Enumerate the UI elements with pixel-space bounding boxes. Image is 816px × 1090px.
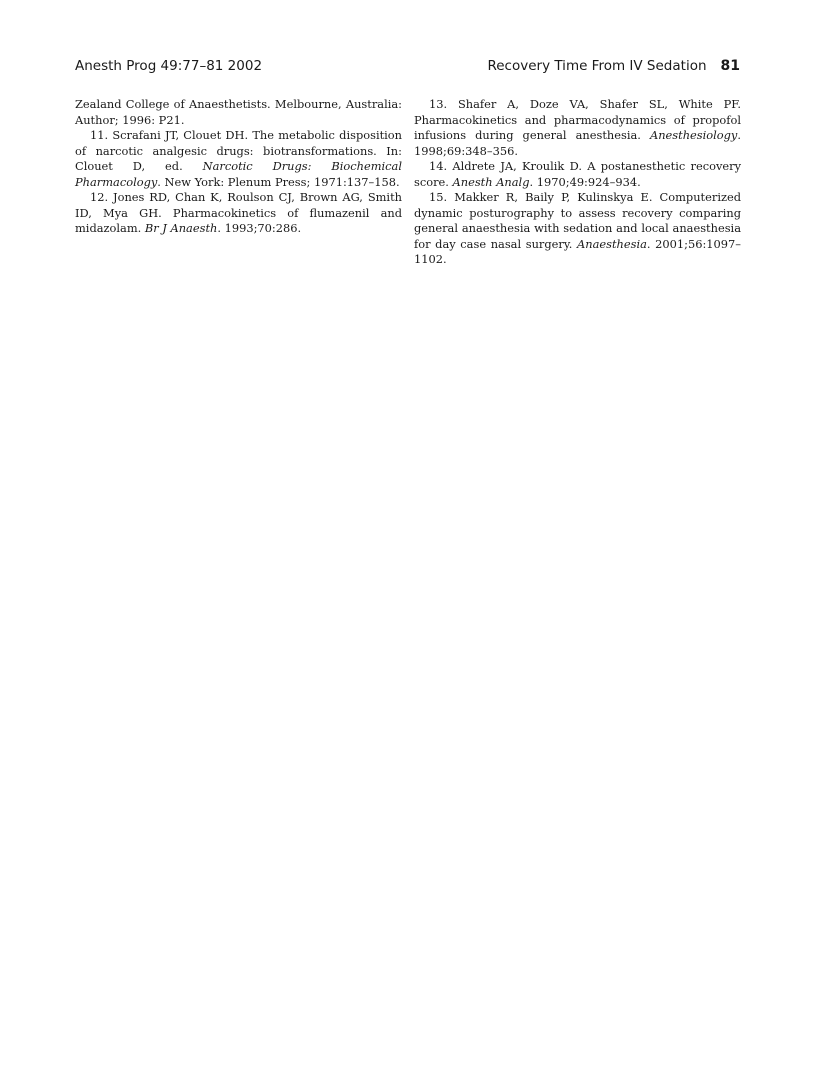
running-header bbox=[487, 58, 740, 74]
running-title: Recovery Time From IV Sedation bbox=[487, 58, 707, 74]
page-number: 81 bbox=[720, 58, 740, 74]
reference-13: 13. Shafer A, Doze VA, Shafer SL, White PF. Pharmacokinetics and pharmacodynamics of propofol infusions during general anesthesia. Anesthesiology. 1998;69:348–356. bbox=[414, 97, 741, 158]
reference-15: 15. Makker R, Baily P, Kulinskya E. Computerized dynamic posturography to assess recovery comparing general anaesthesia with sedation and local anaesthesia for day case nasal surgery. Anaesthesia. 2001;56:1097–1102. bbox=[414, 190, 741, 266]
reference-14: 14. Aldrete JA, Kroulik D. A postanesthetic recovery score. Anesth Analg. 1970;49:924–934. bbox=[414, 159, 741, 189]
references-left-column bbox=[75, 97, 402, 237]
journal-citation-header: Anesth Prog 49:77–81 2002 bbox=[75, 58, 263, 74]
references-right-column bbox=[414, 97, 741, 268]
reference-10-continued: Zealand College of Anaesthetists. Melbourne, Australia: Author; 1996: P21. bbox=[75, 97, 402, 127]
reference-11: 11. Scrafani JT, Clouet DH. The metabolic disposition of narcotic analgesic drugs: biotransformations. In: Clouet D, ed. Narcotic Drugs: Biochemical Pharmacology. New York: Plenum Press; 1971:137–158. bbox=[75, 128, 402, 189]
reference-12: 12. Jones RD, Chan K, Roulson CJ, Brown AG, Smith ID, Mya GH. Pharmacokinetics of flumazenil and midazolam. Br J Anaesth. 1993;70:286. bbox=[75, 190, 402, 235]
